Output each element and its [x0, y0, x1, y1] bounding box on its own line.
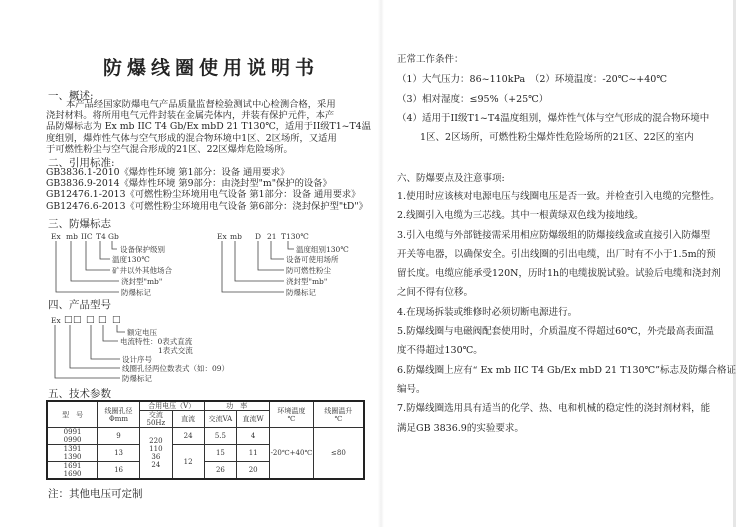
- cell-model: 1391 1390: [47, 445, 98, 462]
- section-precautions-heading: 六、防爆要点及注意事项:: [397, 173, 505, 184]
- model-label: 电流特性：0表式直流: [120, 337, 193, 346]
- mark1-label: 防爆标记: [121, 288, 151, 297]
- model-label: 线圈孔径两位数表式（如：09）: [122, 364, 230, 373]
- condition-line: 1区、2区场所，可燃性粉尘爆炸性危险场所的21区、22区的室内: [420, 132, 694, 143]
- condition-line: （4）适用于II级T1~T4温度组别，爆炸性气体与空气形成的混合物环境中: [397, 113, 710, 124]
- cell-dc-voltage: 12: [172, 445, 204, 480]
- specs-table: [46, 400, 365, 480]
- header-dc: 直流: [172, 411, 204, 428]
- model-label: 设计序号: [122, 355, 152, 364]
- mark2-label: 温度组别130℃: [296, 245, 349, 254]
- overview-line: 品防爆标志为 Ex mb IIC T4 Gb/Ex mbD 21 T130℃，适用于II级T1~T4温: [46, 121, 371, 133]
- header-power: 功 率: [204, 401, 270, 411]
- overview-line: 于可燃性粉尘与空气混合形成的21区、22区爆炸危险场所。: [46, 143, 293, 155]
- header-model: 型 号: [47, 401, 98, 428]
- section-model-heading: 四、产品型号: [48, 299, 111, 311]
- mark2-token: 21: [267, 232, 277, 241]
- header-temp-rise: 线圈温升 ℃: [313, 401, 364, 428]
- standard-item: GB12476.6-2013《可燃性粉尘环境用电气设备 第6部分：浇封保护型"tD"》: [46, 200, 368, 212]
- standard-item: GB3836.1-2010《爆炸性环境 第1部分：设备 通用要求》: [46, 167, 290, 178]
- model-box: □: [73, 315, 82, 325]
- cell-bore: 16: [98, 462, 140, 480]
- header-voltage: 合用电压（V）: [139, 401, 204, 411]
- cell-model: 1691 1690: [47, 462, 98, 480]
- mark2-label: 防爆标记: [286, 288, 316, 297]
- model-box: □: [86, 315, 95, 325]
- precaution-line: 留长度。电缆应能承受120N，历时1h的电缆拔脱试验。试验后电缆和浇封剂: [397, 268, 721, 280]
- overview-line: 本产品经国家防爆电气产品质量监督检验测试中心检测合格，采用: [66, 99, 336, 110]
- mark1-token: Gb: [108, 232, 119, 241]
- overview-line: 浇封材料。将所用电气元件封装在金属壳体内，并装有保护元件，本产: [46, 110, 335, 122]
- cell-w: 20: [237, 462, 270, 480]
- mark1-label: 温度130℃: [112, 255, 150, 264]
- mark2-token: T130℃: [281, 232, 309, 241]
- section-specs-heading: 五、技术参数: [48, 388, 111, 400]
- mark1-token: T4: [96, 232, 106, 241]
- cell-va: 15: [204, 445, 237, 462]
- section-overview-heading: 一、概述:: [48, 90, 94, 102]
- condition-line: （1）大气压力：86~110kPa （2）环境温度：-20℃~+40℃: [397, 74, 667, 85]
- cell-bore: 13: [98, 445, 140, 462]
- precaution-line: 4.在现场拆装或维修时必须切断电源进行。: [397, 306, 578, 318]
- cell-va: 5.5: [204, 428, 237, 445]
- model-label: 防爆标记: [122, 374, 152, 383]
- document-title: 防爆线圈使用说明书: [103, 57, 320, 79]
- mark2-label: 防可燃性粉尘: [286, 266, 331, 275]
- section-marking-heading: 三、防爆标志: [48, 218, 111, 230]
- cell-bore: 9: [98, 428, 140, 445]
- cell-w: 4: [237, 428, 270, 445]
- model-box: □: [98, 315, 107, 325]
- overview-line: 度组别，爆炸性气体与空气形成的混合物环境中1区、2区场所，又适用: [46, 132, 337, 144]
- mark2-token: D: [255, 232, 262, 241]
- cell-w: 11: [237, 445, 270, 462]
- precaution-line: 2.线圈引入电缆为三芯线。其中一根黄绿双色线为接地线。: [397, 210, 644, 222]
- precaution-line: 7.防爆线圈选用具有适当的化学、热、电和机械的稳定性的浇封剂材料，能: [397, 403, 711, 415]
- cell-va: 26: [204, 462, 237, 480]
- mark1-label: 矿井以外其他场合: [112, 266, 172, 275]
- header-env-temp: 环境温度 ℃: [270, 401, 314, 428]
- mark1-label: 设备保护级别: [120, 245, 165, 254]
- cell-dc-voltage: 24: [172, 428, 204, 445]
- precaution-line: 5.防爆线圈与电磁阀配套使用时，介质温度不得超过60℃，外壳最高表面温: [397, 326, 714, 338]
- mark2-token: mb: [230, 232, 242, 241]
- header-bore: 线圈孔径 Φmm: [98, 401, 140, 428]
- mark2-label: 设备可使用场所: [286, 255, 339, 264]
- mark1-token: IIC: [81, 232, 93, 241]
- model-label: 1表式交流: [158, 346, 193, 355]
- cell-ac-voltage: 220 110 36 24: [139, 428, 172, 480]
- model-label: 额定电压: [127, 328, 157, 337]
- specs-note: 注：其他电压可定制: [48, 488, 143, 500]
- mark1-label: 浇封型"mb": [121, 277, 163, 286]
- precaution-line: 满足GB 3836.9的实验要求。: [397, 422, 524, 434]
- cell-env-temp: -20℃+40℃: [270, 428, 314, 480]
- precaution-line: 度不得超过130℃。: [397, 345, 483, 357]
- precaution-line: 3.引入电缆与外部链接需采用相应防爆级组的防爆接线盒或直接引入防爆型: [397, 229, 711, 241]
- precaution-line: 6.防爆线圈上应有“ Ex mb IIC T4 Gb/Ex mbD 21 T130℃”标志及防爆合格证: [397, 364, 737, 376]
- mark2-label: 浇封型"mb": [286, 277, 328, 286]
- condition-line: （3）相对湿度：≤95%（+25℃）: [397, 94, 549, 105]
- precaution-line: 1.使用时应该核对电源电压与线圈电压是否一致。并检查引入电缆的完整性。: [397, 191, 720, 202]
- header-ac: 交流50Hz: [139, 411, 172, 428]
- header-ac-va: 交流VA: [204, 411, 237, 428]
- mark1-token: Ex: [51, 232, 61, 241]
- standard-item: GB12476.1-2013《可燃性粉尘环境用电气设备 第1部分：设备 通用要求》: [46, 189, 361, 201]
- precaution-line: 开关等电器，以确保安全。引出线圈的引出电缆，出厂时有不小于1.5m的预: [397, 248, 716, 260]
- mark2-token: Ex: [217, 232, 227, 241]
- model-prefix: Ex: [51, 316, 61, 325]
- model-box: □: [112, 315, 121, 325]
- cell-temp-rise: ≤80: [313, 428, 364, 480]
- precautions-list: [397, 187, 736, 438]
- precaution-line: 之间不得有位移。: [397, 287, 474, 299]
- mark1-token: mb: [66, 232, 78, 241]
- header-dc-w: 直流W: [237, 411, 270, 428]
- section-standards-heading: 二、引用标准:: [48, 157, 115, 169]
- conditions-heading: 正常工作条件：: [397, 54, 464, 65]
- standard-item: GB3836.9-2014《爆炸性环境 第9部分：由浇封型"m"保护的设备》: [46, 178, 332, 190]
- precaution-line: 编号。: [397, 383, 426, 395]
- model-box: □: [64, 315, 73, 325]
- cell-model: 0991 0990: [47, 428, 98, 445]
